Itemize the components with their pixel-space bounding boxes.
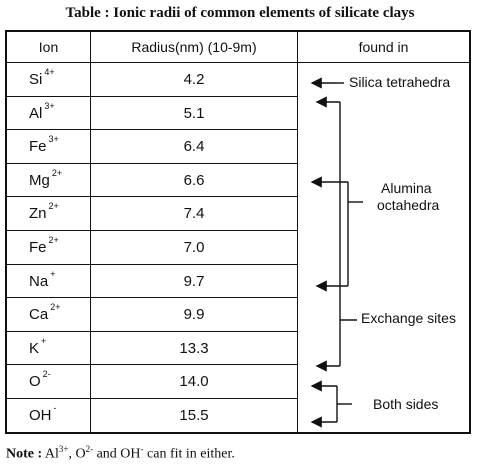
note-tail: can fit in either. [143,446,235,462]
ion-symbol: Si [29,71,43,88]
radius-cell: 6.4 [183,138,205,156]
radius-cell: 9.9 [183,306,205,324]
ion-symbol: Ca [29,306,49,324]
ion-symbol: Na [29,272,49,290]
ion-charge: 3+ [44,100,55,111]
note-prefix: Note : [6,446,43,462]
radius-cell: 5.1 [183,104,205,122]
radius-cell: 6.6 [183,171,205,189]
ion-charge: 2+ [50,302,61,313]
ion-charge: - [53,403,57,413]
note-o-charge: 2- [85,444,94,454]
ion-charge: 2+ [48,235,59,245]
radius-cell: 4.2 [183,71,205,88]
ion-symbol: Mg [29,171,50,189]
table-title: Table : Ionic radii of common elements of silicate clays [65,5,415,21]
note-al: Al [44,446,59,462]
radius-cell: 7.4 [183,205,205,223]
radius-cell: 13.3 [179,339,209,357]
note-sep2: and OH [93,446,141,462]
ion-symbol: Fe [29,138,47,156]
ion-symbol: O [29,373,41,391]
ion-charge: + [41,335,47,346]
ion-charge: 4+ [44,67,55,77]
ionic-radii-table [5,30,471,434]
ion-symbol: Fe [29,239,47,256]
label-exchange-sites: Exchange sites [361,310,456,326]
ion-symbol: Al [29,104,43,122]
label-alumina-1: Alumina [381,180,432,196]
ion-charge: 2+ [48,201,59,212]
ion-symbol: K [29,339,40,357]
radius-cell: 15.5 [179,407,209,424]
ion-charge: 3+ [48,134,59,145]
grouping-brackets [7,32,469,432]
header-radius: Radius(nm) (10-9m) [131,39,257,55]
header-ion: Ion [38,39,59,55]
note-oh-charge: - [140,444,144,454]
ion-charge: + [50,268,56,279]
ion-charge: 2- [42,369,51,380]
radius-cell: 9.7 [183,272,205,290]
ion-charge: 2+ [51,167,63,178]
label-both-sides: Both sides [373,396,439,412]
label-alumina-2: octahedra [377,197,440,213]
ion-symbol: OH [29,407,52,424]
footnote [6,444,235,463]
note-al-charge: 3+ [58,444,69,454]
radius-cell: 14.0 [179,373,209,391]
label-silica-tetrahedra: Silica tetrahedra [349,74,451,90]
radius-cell: 7.0 [183,239,205,256]
ion-symbol: Zn [29,205,47,223]
header-found-in: found in [358,39,409,55]
note-sep1: , O [68,446,86,462]
